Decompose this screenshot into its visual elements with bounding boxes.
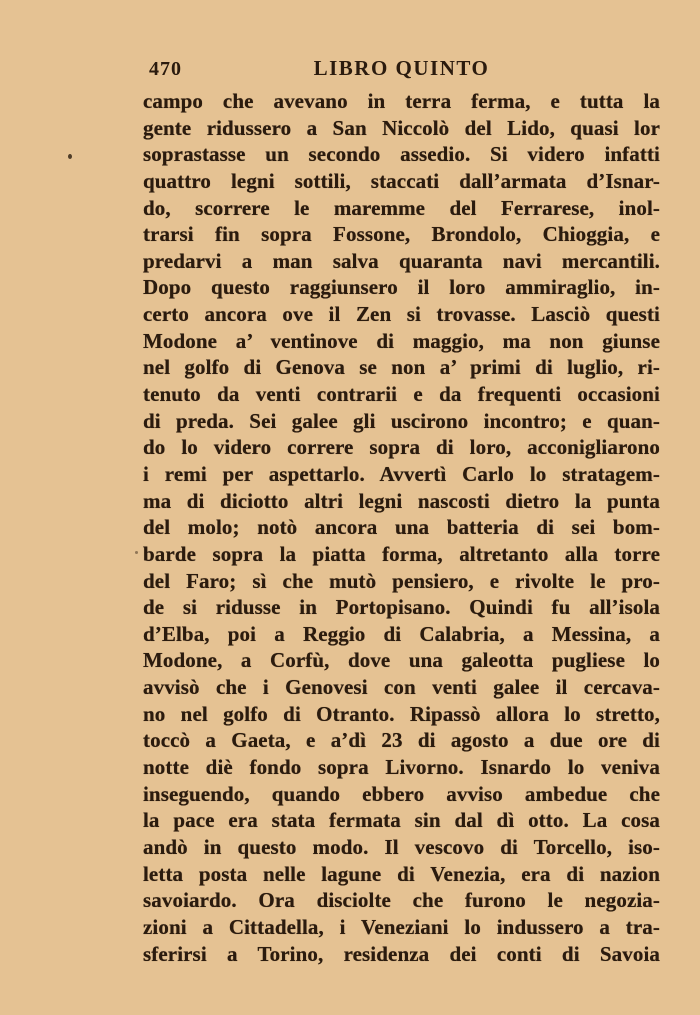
text-line: trarsi fin sopra Fossone, Brondolo, Chioggia, e [143, 222, 660, 247]
text-line: d’Elba, poi a Reggio di Calabria, a Messina, a [143, 621, 660, 646]
text-line: del Faro; sì che mutò pensiero, e rivolte le pro- [143, 568, 660, 593]
text-line: gente ridussero a San Niccolò del Lido, quasi lor [143, 115, 660, 140]
text-line: do, scorrere le maremme del Ferrarese, inol- [143, 195, 660, 220]
text-line: predarvi a man salva quaranta navi mercantili. [143, 248, 660, 273]
ink-speck [68, 154, 72, 159]
text-line: quattro legni sottili, staccati dall’armata d’Isnar- [143, 168, 660, 193]
text-line: inseguendo, quando ebbero avviso ambedue che [143, 781, 660, 806]
text-line: di preda. Sei galee gli uscirono incontro; e quan- [143, 408, 660, 433]
text-line: letta posta nelle lagune di Venezia, era di nazion [143, 861, 660, 886]
text-line: toccò a Gaeta, e a’dì 23 di agosto a due ore di [143, 728, 660, 753]
text-line: no nel golfo di Otranto. Ripassò allora lo stretto, [143, 701, 660, 726]
text-line: Modone a’ ventinove di maggio, ma non giunse [143, 328, 660, 353]
running-header [143, 56, 660, 84]
text-line: Dopo questo raggiunsero il loro ammiraglio, in- [143, 275, 660, 300]
text-line: soprastasse un secondo assedio. Si videro infatti [143, 142, 660, 167]
text-line: ma di diciotto altri legni nascosti dietro la punta [143, 488, 660, 513]
text-line: campo che avevano in terra ferma, e tutta la [143, 89, 660, 113]
text-line: Modone, a Corfù, dove una galeotta pugliese lo [143, 648, 660, 673]
text-line: nel golfo di Genova se non a’ primi di luglio, ri- [143, 355, 660, 380]
text-line: del molo; notò ancora una batteria di sei bom- [143, 515, 660, 540]
text-line: savoiardo. Ora disciolte che furono le negozia- [143, 888, 660, 913]
text-line: certo ancora ove il Zen si trovasse. Lasciò questi [143, 302, 660, 327]
running-header-title: LIBRO QUINTO [313, 56, 490, 80]
text-line: i remi per aspettarlo. Avvertì Carlo lo stratagem- [143, 461, 660, 486]
text-line: tenuto da venti contrarii e da frequenti occasioni [143, 382, 660, 407]
text-line: avvisò che i Genovesi con venti galee il cercava- [143, 675, 660, 700]
text-line: do lo videro correre sopra di loro, acconigliarono [143, 435, 660, 460]
text-line: barde sopra la piatta forma, altretanto alla torre [143, 541, 660, 566]
text-line: sferirsi a Torino, residenza dei conti di Savoia [143, 941, 660, 966]
text-line: de si ridusse in Portopisano. Quindi fu all’isola [143, 595, 660, 620]
text-line: andò in questo modo. Il vescovo di Torcello, iso- [143, 834, 660, 859]
text-block [143, 56, 660, 967]
text-line: la pace era stata fermata sin dal dì otto. La cosa [143, 808, 660, 833]
page-body-text [143, 88, 660, 967]
text-line: notte diè fondo sopra Livorno. Isnardo lo veniva [143, 755, 660, 780]
text-line: zioni a Cittadella, i Veneziani lo indussero a tra- [143, 914, 660, 939]
ink-speck [135, 551, 138, 554]
page-number: 470 [149, 58, 182, 80]
